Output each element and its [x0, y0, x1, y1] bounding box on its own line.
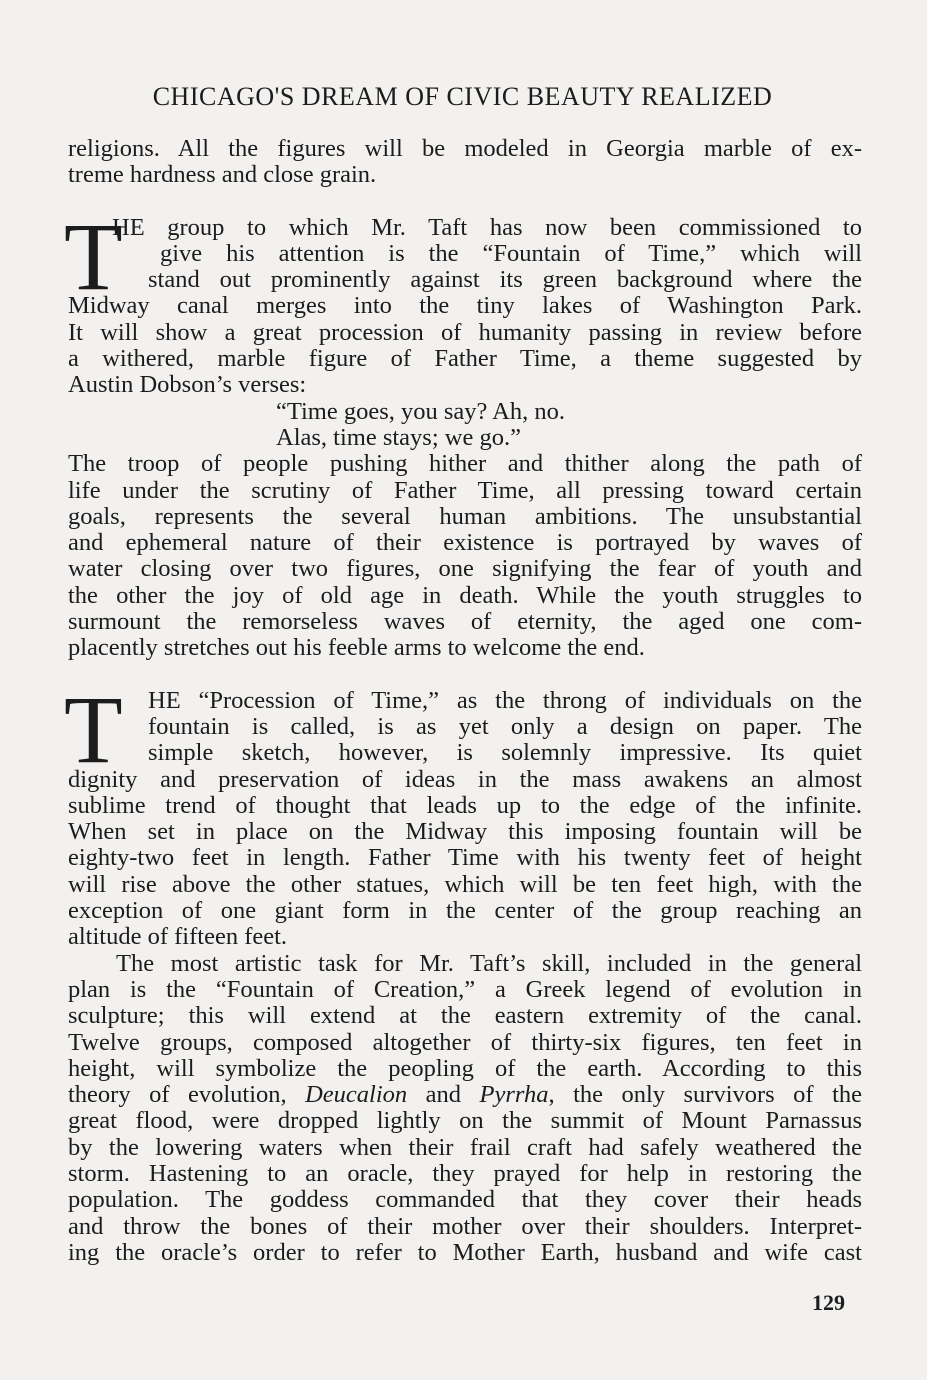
text-run: , the only survivors of the	[548, 1081, 862, 1109]
text-line: religions. All the figures will be modeled in Georgia marble of ex-	[68, 135, 862, 162]
text-line: the other the joy of old age in death. While the youth struggles to	[68, 581, 862, 609]
text-line: population. The goddess commanded that they cover their heads	[68, 1186, 862, 1214]
running-head: CHICAGO'S DREAM OF CIVIC BEAUTY REALIZED	[152, 82, 773, 111]
verse-line: Alas, time stays; we go.”	[276, 423, 521, 451]
text-line	[68, 1082, 862, 1108]
text-line: HE group to which Mr. Taft has now been commissioned to	[112, 213, 862, 241]
italic-name: Pyrrha	[479, 1081, 549, 1109]
text-run: and	[407, 1081, 480, 1109]
text-line: The most artistic task for Mr. Taft’s skill, included in the general	[116, 949, 862, 977]
paragraph-4	[64, 675, 862, 951]
drop-cap: T	[64, 675, 123, 783]
text-line: Midway canal merges into the tiny lakes of Washington Park.	[68, 292, 862, 320]
text-line: sculpture; this will extend at the eastern extremity of the canal.	[68, 1002, 862, 1030]
text-line: simple sketch, however, is solemnly impressive. Its quiet	[148, 739, 862, 767]
text-line: surmount the remorseless waves of eternity, the aged one com-	[68, 608, 862, 636]
text-line: by the lowering waters when their frail craft had safely weathered the	[68, 1133, 862, 1161]
text-line: a withered, marble figure of Father Time, a theme suggested by	[68, 345, 862, 373]
text-line: life under the scrutiny of Father Time, all pressing toward certain	[68, 476, 862, 504]
text-line: HE “Procession of Time,” as the throng of individuals on the	[148, 686, 862, 714]
text-line: eighty-two feet in length. Father Time with his twenty feet of height	[68, 844, 862, 872]
text-line: storm. Hastening to an oracle, they prayed for help in restoring the	[68, 1159, 862, 1187]
text-line: placently stretches out his feeble arms to welcome the end.	[68, 634, 645, 662]
paragraph-3	[68, 451, 862, 661]
paragraph-2	[64, 202, 862, 452]
italic-name: Deucalion	[305, 1081, 408, 1109]
text-line: altitude of fifteen feet.	[68, 923, 288, 951]
text-line: exception of one giant form in the center of the group reaching an	[68, 897, 862, 925]
text-line: Twelve groups, composed altogether of thirty-six figures, ten feet in	[68, 1028, 862, 1056]
paragraph-5	[68, 951, 862, 1267]
verse-line: “Time goes, you say? Ah, no.	[276, 397, 565, 425]
text-line: give his attention is the “Fountain of Time,” which will	[160, 239, 862, 267]
text-line: sublime trend of thought that leads up to the edge of the infinite.	[68, 791, 862, 819]
text-line: height, will symbolize the peopling of the earth. According to this	[68, 1054, 862, 1082]
text-line: stand out prominently against its green background where the	[148, 266, 862, 294]
text-line: ing the oracle’s order to refer to Mother Earth, husband and wife cast	[68, 1238, 862, 1266]
text-line: will rise above the other statues, which will be ten feet high, with the	[68, 870, 862, 898]
text-line: dignity and preservation of ideas in the mass awakens an almost	[68, 765, 862, 793]
text-line: plan is the “Fountain of Creation,” a Greek legend of evolution in	[68, 975, 862, 1003]
body-text	[64, 135, 862, 1266]
paragraph-1	[68, 136, 862, 189]
text-line: When set in place on the Midway this imposing fountain will be	[68, 818, 862, 846]
text-line: Austin Dobson’s verses:	[68, 371, 307, 399]
text-line: goals, represents the several human ambitions. The unsubstantial	[68, 502, 862, 530]
text-line: The troop of people pushing hither and thither along the path of	[68, 450, 862, 478]
text-line: and ephemeral nature of their existence is portrayed by waves of	[68, 529, 862, 557]
text-line: and throw the bones of their mother over their shoulders. Interpret-	[68, 1212, 862, 1240]
text-run: theory of evolution,	[68, 1081, 306, 1109]
text-line: treme hardness and close grain.	[68, 161, 377, 189]
text-line: water closing over two figures, one signifying the fear of youth and	[68, 555, 862, 583]
page-number: 129	[812, 1290, 845, 1315]
text-line: great flood, were dropped lightly on the summit of Mount Parnassus	[68, 1107, 862, 1135]
text-line: It will show a great procession of humanity passing in review before	[68, 318, 862, 346]
drop-cap: T	[64, 202, 123, 310]
text-line: fountain is called, is as yet only a design on paper. The	[148, 712, 862, 740]
